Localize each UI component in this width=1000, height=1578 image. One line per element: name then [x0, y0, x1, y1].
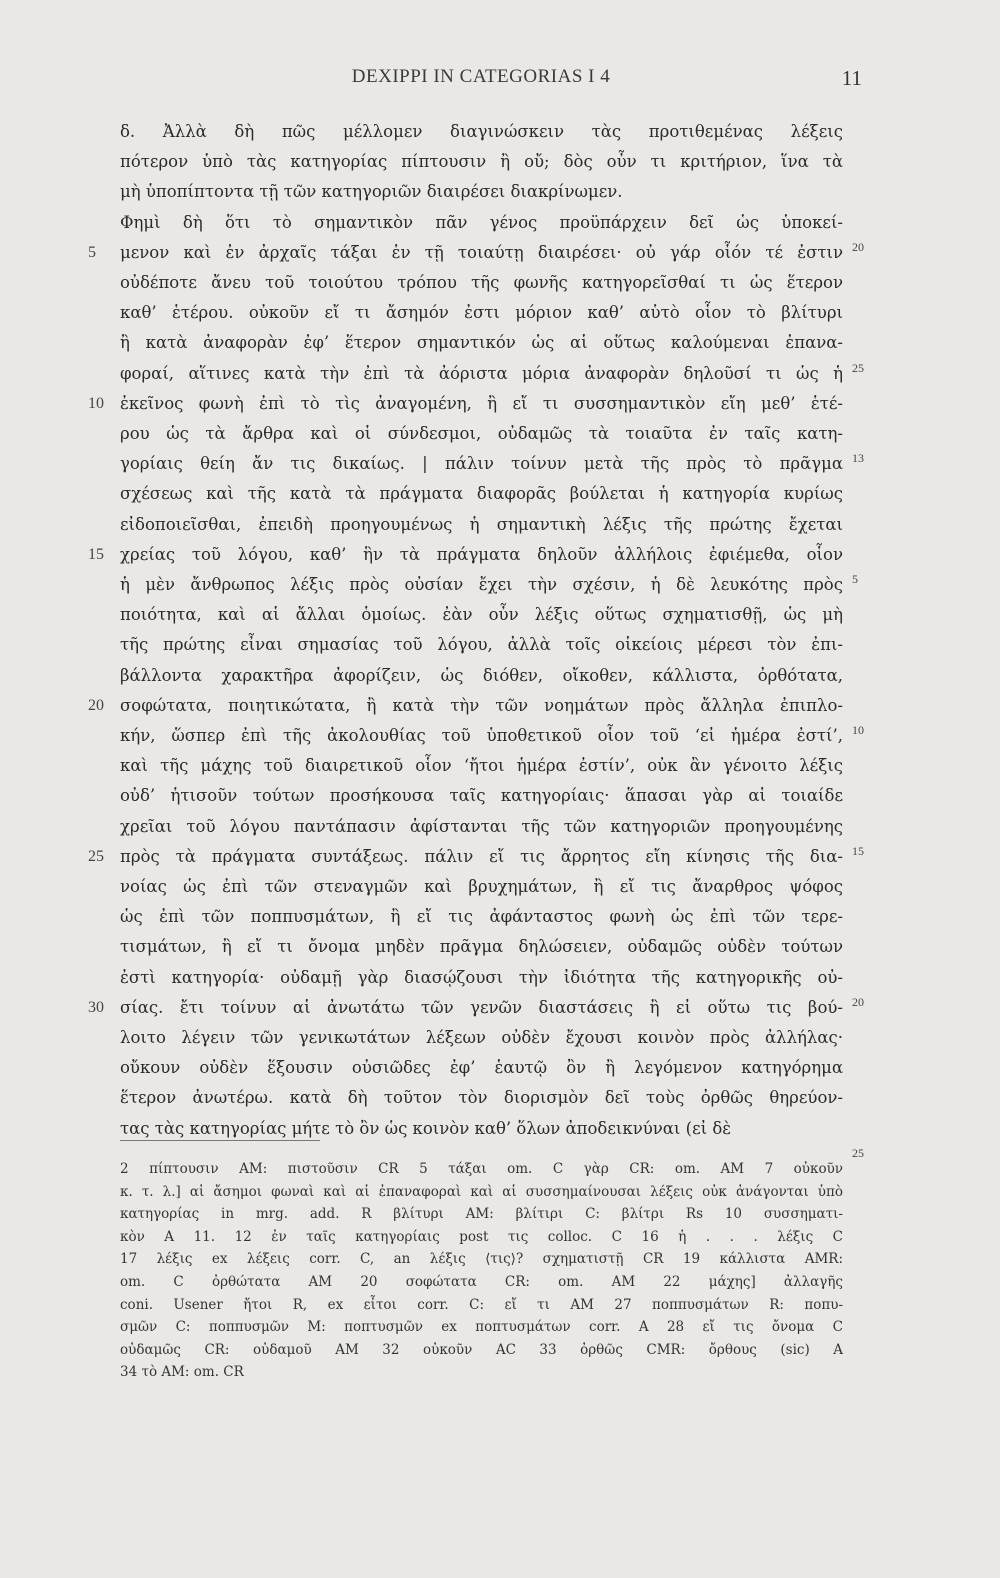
text-line: χρεῖαι τοῦ λόγου παντάπασιν ἀφίστανται τῆς τῶν κατηγοριῶν προηγουμένης: [120, 816, 843, 836]
running-title: DEXIPPI IN CATEGORIAS I 4: [351, 66, 611, 87]
text-line: εἰδοποιεῖσθαι, ἐπειδὴ προηγουμένως ἡ σημαντικὴ λέξις τῆς πρώτης ἔχεται: [120, 514, 843, 534]
apparatus-line: om. C ὀρθώτατα AM 20 σοφώτατα CR: om. AM 22 μάχης] ἀλλαγῆς: [120, 1274, 843, 1290]
text-line: ἢ κατὰ ἀναφορὰν ἐφ’ ἕτερον σημαντικόν ὡς αἱ οὕτως καλούμεναι ἐπανα-: [120, 333, 843, 353]
apparatus-line: σμῶν C: ποππυσμῶν M: ποπτυσμῶν ex ποπτυσμάτων corr. A 28 εἴ τις ὄνομα C: [120, 1319, 843, 1336]
text-line: κήν, ὥσπερ ἐπὶ τῆς ἀκολουθίας τοῦ ὑποθετικοῦ οἷον τοῦ ‘εἰ ἡμέρα ἐστί’,: [120, 726, 843, 745]
page-header: [100, 66, 862, 96]
text-line: μὴ ὑποπίπτοντα τῇ τῶν κατηγοριῶν διαιρέσει διακρίνωμεν.: [120, 182, 623, 202]
text-line: τας τὰς κατηγορίας μήτε τὸ ὂν ὡς κοινὸν καθ’ ὅλων ἀποδεικνύναι (εἰ δὲ: [120, 1118, 732, 1138]
text-line: οὔκουν οὐδὲν ἕξουσιν οὐσιῶδες ἐφ’ ἑαυτῷ ὂν ἢ λεγόμενον κατηγόρημα: [120, 1058, 843, 1078]
text-line: μενον καὶ ἐν ἀρχαῖς τάξαι ἐν τῇ τοιαύτῃ διαιρέσει· οὐ γάρ οἷόν τέ ἐστιν: [120, 242, 843, 262]
apparatus-line: κὸν A 11. 12 ἐν ταῖς κατηγορίαις post τις colloc. C 16 ἡ . . . λέξις C: [120, 1228, 843, 1245]
marginal-page-reference: 25: [852, 360, 864, 375]
marginal-page-reference: 20: [852, 239, 864, 254]
text-line: δ. Ἀλλὰ δὴ πῶς μέλλομεν διαγινώσκειν τὰς προτιθεμένας λέξεις: [120, 122, 843, 141]
text-line: φοραί, αἵτινες κατὰ τὴν ἐπὶ τὰ ἀόριστα μόρια ἀναφορὰν δηλοῦσί τι ὡς ἡ: [120, 363, 843, 383]
text-line: ἐστὶ κατηγορία· οὐδαμῇ γὰρ διασῴζουσι τὴν ἰδιότητα τῆς κατηγορικῆς οὐ-: [120, 967, 843, 987]
apparatus-line: κ. τ. λ.] αἱ ἄσημοι φωναὶ καὶ αἱ ἐπαναφοραὶ καὶ αἱ συσσημαίνουσαι λέξεις οὐκ ἀνάγονται ὑπὸ: [120, 1183, 843, 1200]
text-line: ποιότητα, καὶ αἱ ἄλλαι ὁμοίως. ἐὰν οὖν λέξις οὕτως σχηματισθῇ, ὡς μὴ: [120, 605, 843, 625]
text-line: ὡς ἐπὶ τῶν ποππυσμάτων, ἢ εἴ τις ἀφάνταστος φωνὴ ὡς ἐπὶ τῶν τερε-: [120, 907, 843, 927]
text-line: οὐδ’ ἡτισοῦν τούτων προσήκουσα ταῖς κατηγορίαις· ἅπασαι γὰρ αἱ τοιαίδε: [120, 786, 843, 806]
text-line: σοφώτατα, ποιητικώτατα, ἢ κατὰ τὴν τῶν νοημάτων πρὸς ἄλληλα ἐπιπλο-: [120, 695, 843, 715]
text-line: λοιτο λέγειν τῶν γενικωτάτων λέξεων οὐδὲν ἔχουσι κοινὸν πρὸς ἀλλήλας·: [120, 1028, 843, 1047]
text-line: ἕτερον ἀνωτέρω. κατὰ δὴ τοῦτον τὸν διορισμὸν δεῖ τοὺς ὀρθῶς θηρεύον-: [120, 1088, 843, 1108]
text-line: πρὸς τὰ πράγματα συντάξεως. πάλιν εἴ τις ἄρρητος εἴη κίνησις τῆς δια-: [120, 846, 843, 866]
apparatus-line: 2 πίπτουσιν AM: πιστοῦσιν CR 5 τάξαι om. C γὰρ CR: om. AM 7 οὐκοῦν: [120, 1161, 843, 1177]
text-line: σίας. ἔτι τοίνυν αἱ ἀνωτάτω τῶν γενῶν διαστάσεις ἢ εἰ οὕτω τις βού-: [120, 997, 843, 1017]
marginal-page-reference: 10: [852, 723, 864, 737]
text-line: νοίας ὡς ἐπὶ τῶν στεναγμῶν καὶ βρυχημάτων, ἢ εἴ τις ἄναρθρος ψόφος: [120, 877, 843, 896]
marginal-page-reference: 20: [852, 994, 864, 1009]
apparatus-line: οὐδαμῶς CR: οὐδαμοῦ AM 32 οὐκοῦν AC 33 ὀρθῶς CMR: ὄρθους (sic) A: [120, 1341, 843, 1358]
page-number: 11: [841, 66, 862, 90]
line-number: 10: [88, 394, 104, 412]
line-number: 5: [88, 243, 96, 261]
text-line: τῆς πρώτης εἶναι σημασίας τοῦ λόγου, ἀλλὰ τοῖς οἰκείοις μέρεσι τὸν ἐπι-: [120, 635, 843, 655]
text-line: καὶ τῆς μάχης τοῦ διαιρετικοῦ οἷον ‘ἤτοι ἡμέρα ἐστίν’, οὐκ ἂν γένοιτο λέξις: [120, 756, 843, 776]
line-number: 15: [88, 545, 104, 563]
apparatus-line: 17 λέξις ex λέξεις corr. C, an λέξις ⟨τις⟩? σχηματιστῇ CR 19 κάλλιστα AMR:: [120, 1251, 843, 1268]
apparatus-line: κατηγορίας in mrg. add. R βλίτυρι AM: βλίτιρι C: βλίτρι Rs 10 συσσηματι-: [120, 1206, 843, 1223]
apparatus-line: coni. Usener ἤτοι R, ex εἶτοι corr. C: εἴ τι AM 27 ποππυσμάτων R: ποπυ-: [120, 1296, 843, 1313]
text-line: οὐδέποτε ἄνευ τοῦ τοιούτου τρόπου τῆς φωνῆς κατηγορεῖσθαί τι ὡς ἕτερον: [120, 273, 843, 292]
line-number: 30: [88, 998, 104, 1016]
text-line: χρείας τοῦ λόγου, καθ’ ἣν τὰ πράγματα δηλοῦν ἀλλήλοις ἐφιέμεθα, οἷον: [120, 544, 843, 564]
text-line: ἐκεῖνος φωνὴ ἐπὶ τὸ τὶς ἀναγομένη, ἢ εἴ τι συσσημαντικὸν εἴη μεθ’ ἑτέ-: [120, 393, 843, 413]
text-line: ἡ μὲν ἄνθρωπος λέξις πρὸς οὐσίαν ἔχει τὴν σχέσιν, ἡ δὲ λευκότης πρὸς: [120, 575, 843, 594]
marginal-page-reference: 5: [852, 572, 858, 586]
text-line: σχέσεως καὶ τῆς κατὰ τὰ πράγματα διαφορᾶς βούλεται ἡ κατηγορία κυρίως: [120, 484, 843, 504]
text-line: γορίαις θείη ἄν τις δικαίως. | πάλιν τοίνυν μετὰ τῆς πρὸς τὸ πρᾶγμα: [120, 454, 843, 474]
marginal-page-reference: 13: [852, 451, 864, 466]
text-line: καθ’ ἑτέρου. οὐκοῦν εἴ τι ἄσημόν ἐστι μόριον καθ’ αὑτὸ οἷον τὸ βλίτυρι: [120, 303, 843, 323]
text-line: τισμάτων, ἢ εἴ τι ὄνομα μηδὲν πρᾶγμα δηλώσειεν, οὐδαμῶς οὐδὲν τούτων: [120, 937, 843, 957]
text-line: πότερον ὑπὸ τὰς κατηγορίας πίπτουσιν ἢ οὔ; δὸς οὖν τι κριτήριον, ἵνα τὰ: [120, 152, 843, 172]
apparatus-line: 34 τὸ AM: om. CR: [120, 1364, 244, 1381]
marginal-page-reference: 15: [852, 843, 864, 858]
text-line: βάλλοντα χαρακτῆρα ἀφορίζειν, ὡς διόθεν, οἴκοθεν, κάλλιστα, ὀρθότατα,: [120, 665, 843, 685]
footnote-rule: [120, 1140, 320, 1141]
marginal-page-reference: 25: [852, 1145, 864, 1160]
line-number: 20: [88, 696, 104, 714]
line-number: 25: [88, 847, 104, 865]
text-line: Φημὶ δὴ ὅτι τὸ σημαντικὸν πᾶν γένος προϋπάρχειν δεῖ ὡς ὑποκεί-: [120, 212, 843, 232]
text-line: ρου ὡς τὰ ἄρθρα καὶ οἱ σύνδεσμοι, οὐδαμῶς τὰ τοιαῦτα ἐν ταῖς κατη-: [120, 424, 843, 443]
